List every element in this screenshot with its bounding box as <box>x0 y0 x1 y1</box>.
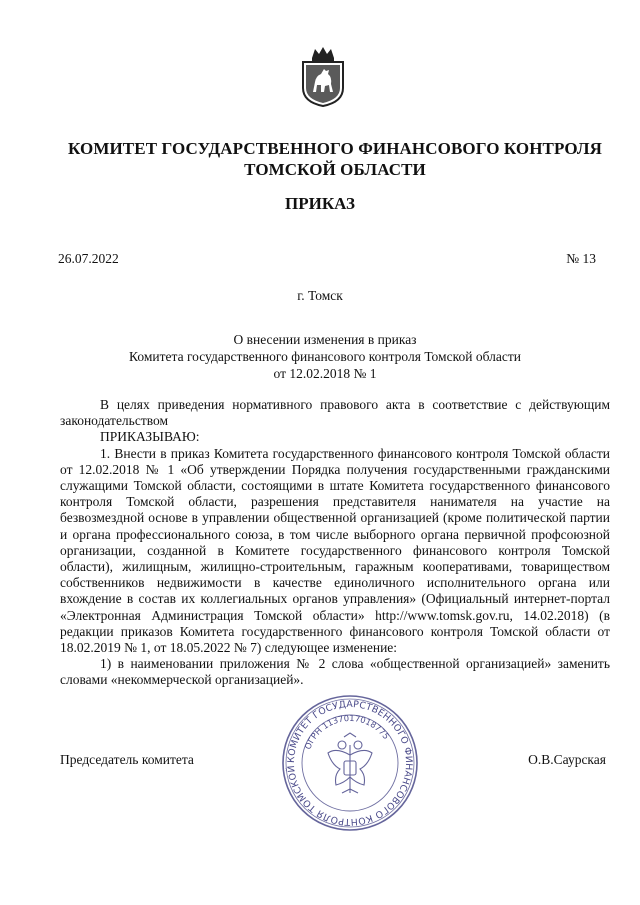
seal-outer-text: КОМИТЕТ ГОСУДАРСТВЕННОГО ФИНАНСОВОГО КОНТРОЛЯ ТОМСКОЙ <box>285 698 415 828</box>
subject-line3: от 12.02.2018 № 1 <box>273 366 377 381</box>
document-type: ПРИКАЗ <box>285 194 355 213</box>
organization-title <box>40 138 630 180</box>
document-city: г. Томск <box>297 288 343 303</box>
tomsk-coat-of-arms-icon <box>298 44 348 108</box>
official-seal-icon <box>280 693 420 833</box>
subject-line1: О внесении изменения в приказ <box>233 332 417 347</box>
document-date: 26.07.2022 <box>58 251 119 266</box>
organization-title-line2: ТОМСКОЙ ОБЛАСТИ <box>244 160 426 179</box>
seal-inner-text: ОГРН 1137017018775 <box>302 712 392 751</box>
preamble-paragraph: В целях приведения нормативного правового акта в соответствие с действующим законодательством <box>60 397 610 429</box>
organization-title-line1: КОМИТЕТ ГОСУДАРСТВЕННОГО ФИНАНСОВОГО КОНТРОЛЯ <box>68 139 602 158</box>
document-body <box>60 397 610 689</box>
document-subject <box>60 331 590 382</box>
subitem-1-paragraph: 1) в наименовании приложения № 2 слова «общественной организацией» заменить словами «некоммерческой организацией». <box>60 656 610 688</box>
item-1-paragraph: 1. Внести в приказ Комитета государственного финансового контроля Томской области от 12.02.2018 № 1 «Об утверждении Порядка получения государственными гражданскими служащими Томской области, состоящими в штате Комитета государственного финансового контроля Томской области, разрешения представителя нанимателя на участие на безвозмездной основе в управлении общественной организацией (кроме политической партии и органа профессионального союза, в том числе выборного органа первичной профсоюзной организации, созданной в Комитете государственного финансового контроля Томской области), жилищным, жилищно-строительным, гаражным кооперативами, товариществом собственников недвижимости в качестве единоличного исполнительного органа или вхождение в состав их коллегиальных органов управления» (Официальный интернет-портал «Электронная Администрация Томской области» http://www.tomsk.gov.ru, 14.02.2018) (в редакции приказов Комитета государственного финансового контроля Томской области от 18.02.2019 № 1, от 18.05.2022 № 7) следующее изменение: <box>60 445 610 656</box>
order-word: ПРИКАЗЫВАЮ: <box>100 429 200 445</box>
signatory-position: Председатель комитета <box>60 752 194 767</box>
document-number: № 13 <box>566 251 596 266</box>
subject-line2: Комитета государственного финансового контроля Томской области <box>129 349 521 364</box>
signatory-name: О.В.Саурская <box>528 752 606 767</box>
